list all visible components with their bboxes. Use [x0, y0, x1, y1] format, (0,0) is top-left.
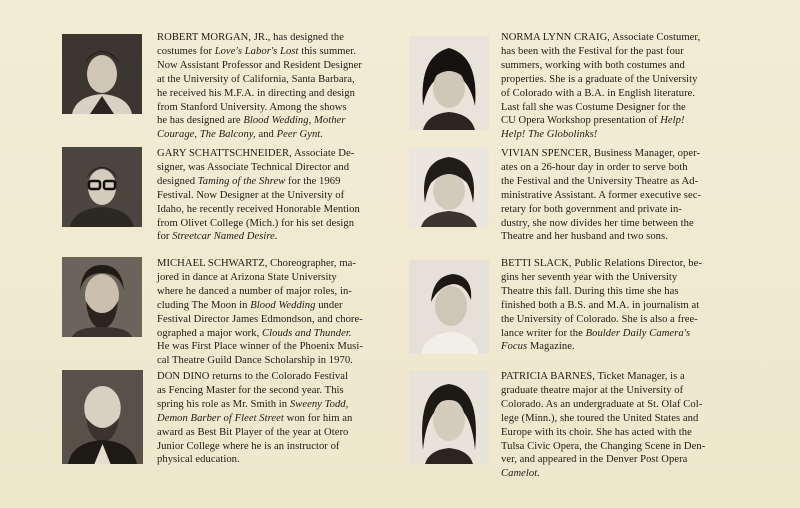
bio-michael-schwartz: MICHAEL SCHWARTZ, Choreographer, ma- jored in dance at Arizona State University where he danced a number of major roles, in- cluding The Moon in Blood Wedding under Festival Director James Edmondson, and chore- ographed a major work, Clouds and Thunder. He was First Place winner of the Phoenix Musi- cal Theatre Guild Dance Scholarship in 1970.: [157, 258, 363, 367]
bio-vivian-spencer: VIVIAN SPENCER, Business Manager, oper- ates on a 26-hour day in order to serve both the Festival and the University Theatre as Ad- ministrative Assistant. A former executive sec- retary for both government and private in- dustry, she now divides her time between the Theatre and her husband and two sons.: [501, 148, 702, 243]
bio-patricia-barnes: PATRICIA BARNES, Ticket Manager, is a graduate theatre major at the University of Colorado. As an undergraduate at St. Olaf Col- lege (Minn.), she toured the United States and Europe with its choir. She has acted with the Tulsa Civic Opera, the Changing Scene in Den- ver, and appeared in the Denver Post Opera Camelot.: [501, 371, 706, 480]
bio-don-dino: DON DINO returns to the Colorado Festival as Fencing Master for the second year. This spring his role as Mr. Smith in Sweeny Todd, Demon Barber of Fleet Street won for him an award as Best Bit Player of the year at Otero Junior College where he is an instructor of physical education.: [157, 371, 353, 466]
portrait-photo-icon: [62, 257, 142, 337]
portrait-photo-icon: [409, 147, 489, 227]
portrait-photo-icon: [409, 260, 489, 354]
portrait-photo-icon: [62, 34, 142, 114]
portrait-photo-icon: [409, 370, 489, 464]
bio-betti-slack: BETTI SLACK, Public Relations Director, be- gins her seventh year with the University Theatre this fall. During this time she has finished both a B.S. and M.A. in journalism at the University of Colorado. She is also a free- lance writer for the Boulder Daily Camera's Focus Magazine.: [501, 258, 702, 353]
bio-gary-schattschneider: GARY SCHATTSCHNEIDER, Associate De- signer, was Associate Technical Director and designed Taming of the Shrew for the 1969 Festival. Now Designer at the University of Idaho, he recently received Honorable Mention from Olivet College (Mich.) for his set design for Streetcar Named Desire.: [157, 148, 360, 243]
portrait-photo-icon: [62, 147, 142, 227]
bio-norma-lynn-craig: NORMA LYNN CRAIG, Associate Costumer, has been with the Festival for the past four summers, working with both costumes and properties. She is a graduate of the University of Colorado with a B.A. in English literature. Last fall she was Costume Designer for the CU Opera Workshop presentation of Help! Help! The Globolinks!: [501, 32, 701, 141]
bio-robert-morgan: ROBERT MORGAN, JR., has designed the costumes for Love's Labor's Lost this summer. Now Assistant Professor and Resident Designer at the University of California, Santa Barbara, he received his M.F.A. in directing and design from Stanford University. Among the shows he has designed are Blood Wedding, Mother Courage, The Balcony, and Peer Gynt.: [157, 32, 362, 141]
portrait-photo-icon: [409, 36, 489, 130]
portrait-photo-icon: [62, 370, 143, 464]
